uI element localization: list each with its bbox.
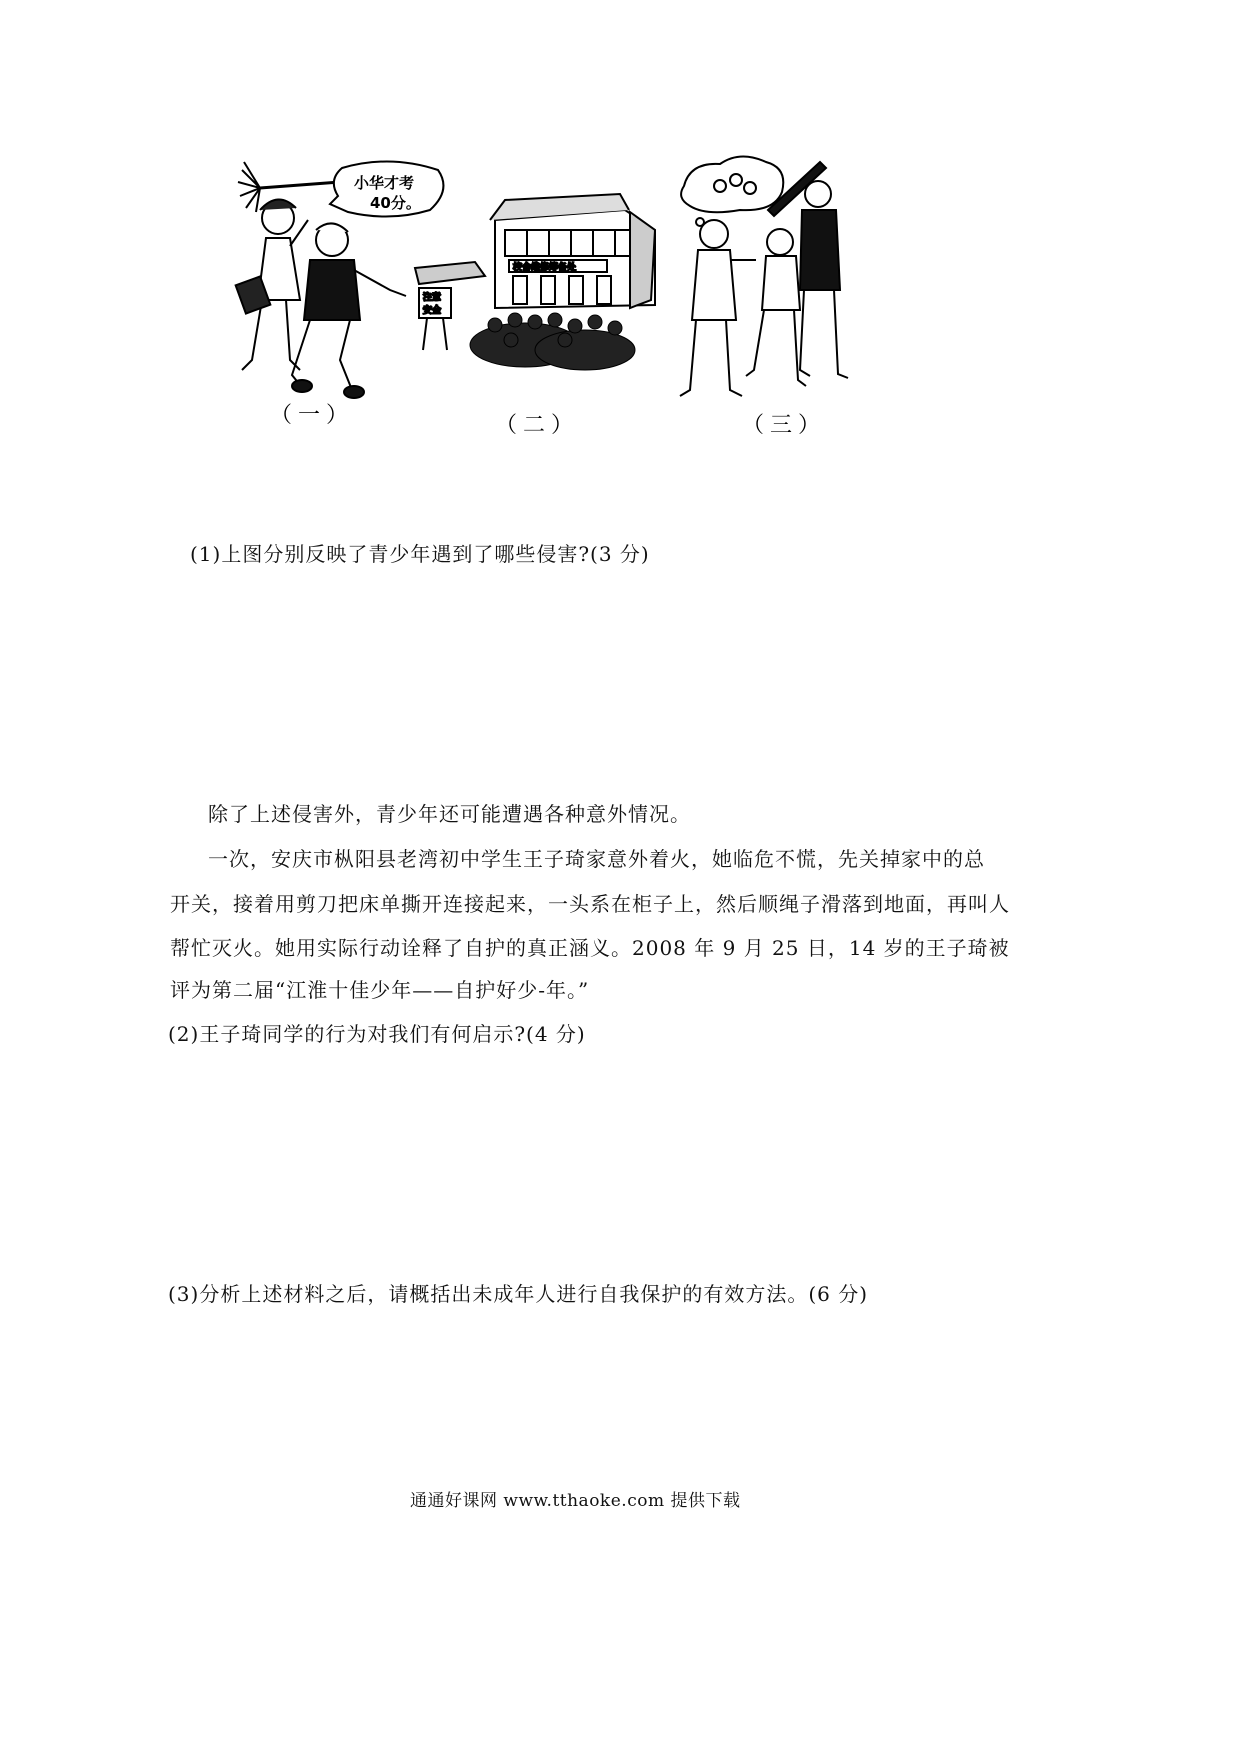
- panel-2-caption: （二）: [495, 413, 580, 438]
- question-3: (3)分析上述材料之后，请概括出未成年人进行自我保护的有效方法。(6 分): [168, 1282, 869, 1306]
- school-building: [490, 194, 655, 308]
- board-line-1: 注意: [423, 293, 442, 303]
- passage-line-2: 开关，接着用剪刀把床单撕开连接起来，一头系在柜子上，然后顺绳子滑落到地面，再叫人: [170, 892, 1010, 916]
- building-sign: 校舍维修筹备处: [513, 263, 577, 273]
- man-figure-left: [680, 220, 756, 396]
- boy-figure-middle: [746, 229, 806, 386]
- bubble-line-1: 小华才考: [354, 174, 415, 192]
- panel-3-caption: （三）: [742, 413, 827, 438]
- panel-1-caption: （一）: [270, 403, 355, 428]
- woman-figure: [236, 199, 308, 370]
- passage-line-4: 评为第二届“江淮十佳少年——自护好少-年。”: [170, 978, 590, 1002]
- man-figure-right: [800, 181, 848, 378]
- passage-line-3: 帮忙灭火。她用实际行动诠释了自护的真正涵义。2008 年 9 月 25 日，14 岁的王子琦被: [170, 936, 1010, 960]
- bubble-line-2: 40分。: [370, 194, 421, 212]
- illustration-panel-3: [670, 150, 870, 440]
- board-line-2: 安全: [423, 306, 442, 316]
- question-2: (2)王子琦同学的行为对我们有何启示?(4 分): [168, 1022, 586, 1046]
- boy-figure: [292, 223, 406, 398]
- thought-bubble: [681, 156, 783, 235]
- footer-credit: 通通好课网 www.tthaoke.com 提供下载: [410, 1491, 741, 1511]
- question-1: (1)上图分别反映了青少年遇到了哪些侵害?(3 分): [190, 542, 650, 566]
- passage-line-1: 一次，安庆市枞阳县老湾初中学生王子琦家意外着火，她临危不慌，先关掉家中的总: [208, 847, 985, 871]
- student-crowd: [470, 313, 635, 370]
- illustration-panel-2: [415, 180, 675, 440]
- passage-paragraph-1: 除了上述侵害外，青少年还可能遭遇各种意外情况。: [208, 802, 691, 826]
